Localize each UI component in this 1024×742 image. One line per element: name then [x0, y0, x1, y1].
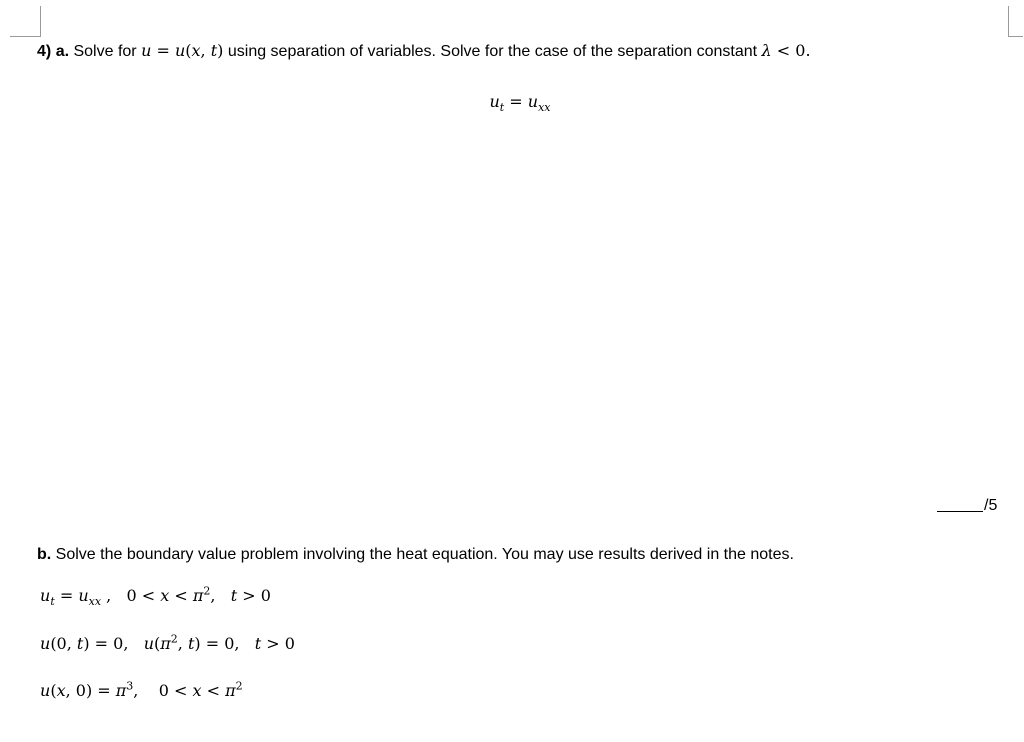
- initial-condition: u(x, $0) = \pi^3$, $0 < x < \pi^2$: [40, 679, 243, 700]
- part-b-text: Solve the boundary value problem involving the heat equation. You may use results derived in the notes.: [55, 546, 794, 563]
- part-a-text-before: Solve for: [73, 43, 137, 60]
- page-corner-mark-right: [1008, 6, 1023, 37]
- pde-equation: $u_t = u_{xx}$ , $0 < x < \pi^2$, t > 0: [40, 584, 271, 609]
- score-field: [937, 496, 997, 516]
- page-corner-mark-left: [10, 6, 41, 37]
- part-a-label: a.: [55, 43, 70, 60]
- part-b-label: b.: [37, 546, 52, 563]
- part-b-prompt: [37, 545, 794, 565]
- heat-equation-a: $u_t = u_{xx}$: [489, 92, 551, 115]
- part-a-prompt: [37, 41, 811, 62]
- boundary-conditions: u(0, t) = 0, $u(\pi^2$, t) = 0, t > 0: [40, 632, 295, 653]
- function-definition: u = u(x, t): [141, 41, 224, 60]
- question-number: 4): [37, 43, 52, 60]
- score-blank-line: [937, 496, 983, 512]
- part-a-text-after: using separation of variables. Solve for the case of the separation constant: [227, 43, 758, 60]
- separation-constant-condition: λ < 0.: [761, 41, 811, 60]
- score-total: /5: [984, 497, 998, 514]
